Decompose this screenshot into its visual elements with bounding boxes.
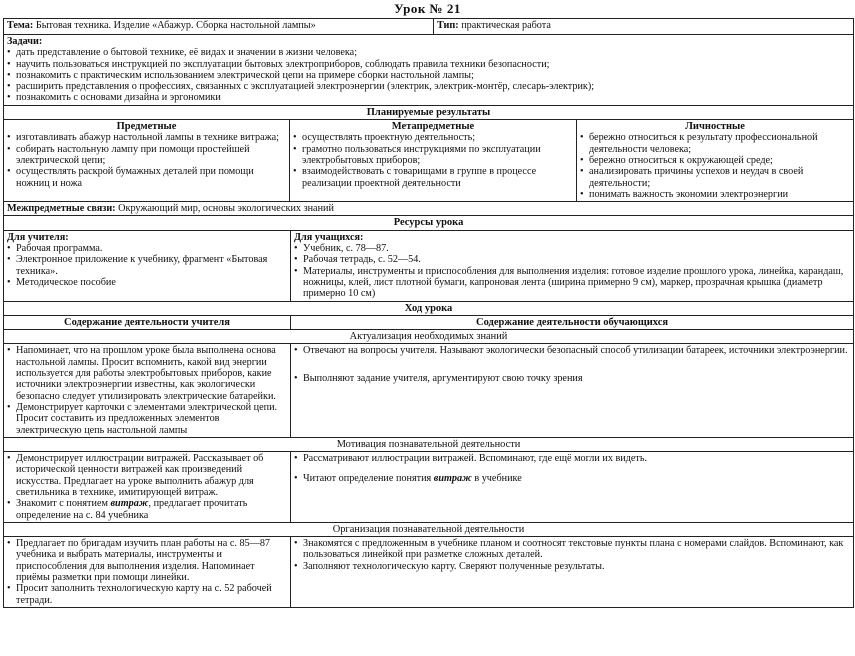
interdisc-row: [4, 202, 854, 216]
student-resource-item: • Учебник, с. 78—87.: [294, 243, 850, 254]
student-activity-item: • Знакомятся с предложенным в учебнике планом и соотносят текстовые пункты плана с номерами слайдов. Вспоминают, как пользоваться линейкой при разметке сложных деталей.: [294, 538, 850, 561]
student-activity-item: • Выполняют задание учителя, аргументируют свою точку зрения: [294, 373, 850, 384]
students-column-header: Содержание деятельности обучающихся: [291, 315, 854, 329]
topic-text: Бытовая техника. Изделие «Абажур. Сборка настольной лампы»: [35, 20, 316, 31]
teacher-activity-item: • Демонстрирует иллюстрации витражей. Рассказывает об исторической ценности витражей как произведений искусства. Предлагает на уроке выполнить абажур для светильника в технике, имитирующей витраж.: [7, 453, 287, 498]
teacher-activity-item: • Предлагает по бригадам изучить план работы на с. 85—87 учебника и выбрать материалы, инструменты и приспособления для выполнения изделия. Напоминает приёмы разметки при помощи линейки.: [7, 538, 287, 583]
resources-header-row: [4, 216, 854, 230]
interdisc-label: Межпредметные связи:: [7, 203, 116, 215]
stage-title: Мотивация познавательной деятельности: [4, 437, 854, 451]
interdisc-text: Окружающий мир, основы экологических знаний: [118, 203, 334, 215]
stage-title: Актуализация необходимых знаний: [4, 330, 854, 344]
stage-students-cell: [291, 344, 854, 437]
interdisc-cell: [4, 202, 854, 216]
stage-title-row: [4, 437, 854, 451]
topic-label: Тема:: [7, 20, 34, 31]
stage-teacher-cell: [4, 537, 291, 608]
topic-row: [4, 19, 854, 35]
activity-text: в учебнике: [471, 473, 522, 485]
stage-row: [4, 452, 854, 523]
planned-results-row: [4, 120, 854, 202]
teacher-activity-item: • Просит заполнить технологическую карту на с. 52 рабочей тетради.: [7, 583, 287, 606]
teacher-activity-item: • Демонстрирует карточки с элементами электрической цепи. Просит составить из предложенных элементов электрическую цепь настольной лампы: [7, 402, 287, 436]
type-label: Тип:: [437, 20, 459, 31]
lesson-plan-table: [3, 18, 854, 608]
course-header-row: [4, 301, 854, 315]
personal-result-item: • бережно относиться к результату профессиональной деятельности человека;: [580, 132, 850, 155]
course-columns-row: [4, 315, 854, 329]
student-resources-cell: [291, 230, 854, 301]
tasks-cell: [4, 35, 854, 106]
teacher-resources-cell: [4, 230, 291, 301]
task-item: • познакомить с практическим использованием электрической цепи на примере сборки настольной лампы;: [7, 70, 850, 81]
teacher-resource-item: • Методическое пособие: [7, 277, 287, 288]
personal-result-item: • понимать важность экономии электроэнергии: [580, 189, 850, 200]
student-resource-item: • Материалы, инструменты и приспособления для выполнения изделия: готовое изделие прошлого урока, линейка, карандаш, ножницы, клей, лист плотной бумаги, капроновая лента (ширина примерно 9 см), маркер, прозрачная крышка (диаметр примерно 10 см): [294, 266, 850, 300]
meta-results-title: Метапредметные: [391, 121, 475, 133]
stage-title: Организация познавательной деятельности: [4, 522, 854, 536]
task-item: • дать представление о бытовой технике, её видах и значении в жизни человека;: [7, 47, 850, 58]
subject-results-title: Предметные: [116, 121, 177, 133]
course-header: Ход урока: [4, 301, 854, 315]
term-vitrazh: витраж: [110, 498, 149, 510]
tasks-list: [7, 47, 850, 103]
planned-results-header-row: [4, 105, 854, 119]
stage-row: [4, 537, 854, 608]
subject-result-item: • собирать настольную лампу при помощи простейшей электрической цепи;: [7, 144, 286, 167]
tasks-row: [4, 35, 854, 106]
meta-result-item: • грамотно пользоваться инструкциями по эксплуатации электробытовых приборов;: [293, 144, 573, 167]
student-resource-item: • Рабочая тетрадь, с. 52—54.: [294, 254, 850, 265]
subject-result-item: • осуществлять раскрой бумажных деталей при помощи ножниц и ножа: [7, 166, 286, 189]
personal-result-item: • бережно относиться к окружающей среде;: [580, 155, 850, 166]
student-activity-item: • Отвечают на вопросы учителя. Называют экологически безопасный способ утилизации батареек, источники электроэнергии.: [294, 345, 850, 356]
tasks-label: Задачи:: [7, 36, 43, 47]
teacher-resource-item: • Рабочая программа.: [7, 243, 287, 254]
stage-title-row: [4, 330, 854, 344]
planned-results-header: Планируемые результаты: [4, 105, 854, 119]
stage-teacher-cell: [4, 452, 291, 523]
student-activity-item: • Заполняют технологическую карту. Сверяют полученные результаты.: [294, 561, 850, 572]
resources-header: Ресурсы урока: [4, 216, 854, 230]
meta-result-item: • взаимодействовать с товарищами в группе в процессе реализации проектной деятельности: [293, 166, 573, 189]
type-text: практическая работа: [461, 20, 551, 31]
student-activity-item: [294, 473, 850, 484]
topic-cell: [4, 19, 434, 35]
student-activity-item: • Рассматривают иллюстрации витражей. Вспоминают, где ещё могли их видеть.: [294, 453, 850, 464]
task-item: • познакомить с основами дизайна и эргономики: [7, 92, 850, 103]
stage-row: [4, 344, 854, 437]
meta-result-item: • осуществлять проектную деятельность;: [293, 132, 573, 143]
meta-results-cell: [290, 120, 577, 202]
teacher-resource-item: • Электронное приложение к учебнику, фрагмент «Бытовая техника».: [7, 254, 287, 277]
personal-results-title: Личностные: [685, 121, 745, 133]
activity-text: Знакомит с понятием: [16, 498, 111, 510]
stage-teacher-cell: [4, 344, 291, 437]
teacher-activity-item: • Напоминает, что на прошлом уроке была выполнена основа настольной лампы. Просит вспомнить, какой вид энергии используется для работы электробытовых приборов, какие источники электроэнергии известны, как экологически безопасно следует утилизировать электрические батарейки.: [7, 345, 287, 401]
task-item: • научить пользоваться инструкцией по эксплуатации бытовых электроприборов, соблюдать правила техники безопасности;: [7, 59, 850, 70]
teacher-activity-item: [7, 498, 287, 521]
term-vitrazh: витраж: [433, 473, 472, 485]
stage-students-cell: [291, 452, 854, 523]
activity-text: , предлагает прочитать определение на с. 84 учебника: [16, 498, 248, 521]
teacher-column-header: Содержание деятельности учителя: [4, 315, 291, 329]
student-resources-label: Для учащихся:: [294, 231, 364, 243]
personal-result-item: • анализировать причины успехов и неудач в своей деятельности;: [580, 166, 850, 189]
stage-title-row: [4, 522, 854, 536]
teacher-resources-label: Для учителя:: [7, 231, 69, 243]
resources-row: [4, 230, 854, 301]
type-cell: [434, 19, 854, 35]
subject-results-cell: [4, 120, 290, 202]
subject-result-item: • изготавливать абажур настольной лампы в технике витража;: [7, 132, 286, 143]
task-item: • расширить представления о профессиях, связанных с эксплуатацией электроэнергии (электрик, электрик-монтёр, слесарь-электрик);: [7, 81, 850, 92]
activity-text: Читают определение понятия: [303, 473, 434, 485]
personal-results-cell: [577, 120, 854, 202]
stage-students-cell: [291, 537, 854, 608]
page-title: Урок № 21: [394, 1, 461, 16]
